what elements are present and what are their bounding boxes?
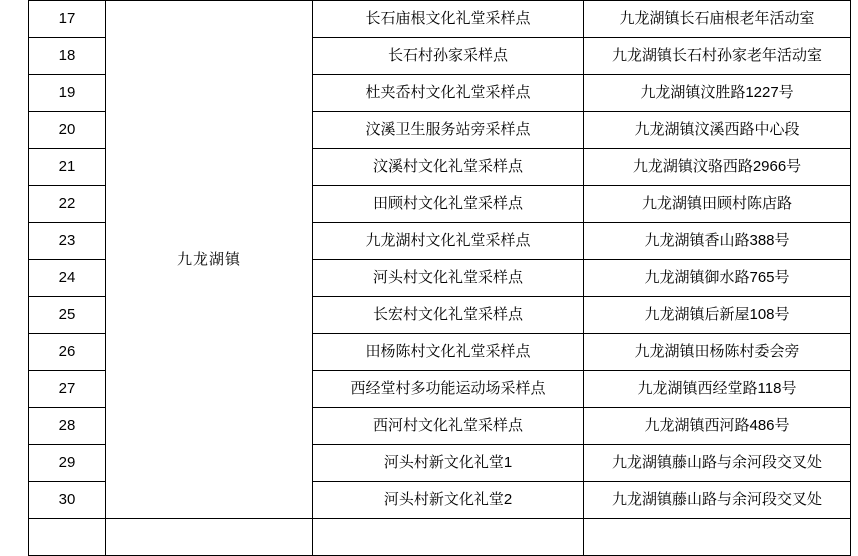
site-name: 西经堂村多功能运动场采样点: [313, 371, 584, 408]
site-address: 九龙湖镇汶溪西路中心段: [584, 112, 851, 149]
row-index: 25: [29, 297, 106, 334]
site-name: 河头村新文化礼堂1: [313, 445, 584, 482]
row-index: 28: [29, 408, 106, 445]
site-address: 九龙湖镇汶胜路1227号: [584, 75, 851, 112]
site-name: 田杨陈村文化礼堂采样点: [313, 334, 584, 371]
row-index: 27: [29, 371, 106, 408]
site-address: 九龙湖镇后新屋108号: [584, 297, 851, 334]
site-name: 长石村孙家采样点: [313, 38, 584, 75]
site-name: 汶溪村文化礼堂采样点: [313, 149, 584, 186]
row-index: 22: [29, 186, 106, 223]
row-index: 23: [29, 223, 106, 260]
site-address: [584, 519, 851, 556]
site-name: 九龙湖村文化礼堂采样点: [313, 223, 584, 260]
sampling-sites-table: [28, 0, 851, 556]
site-address: 九龙湖镇长石村孙家老年活动室: [584, 38, 851, 75]
site-address: 九龙湖镇长石庙根老年活动室: [584, 1, 851, 38]
table-row-partial: [29, 519, 851, 556]
row-index: 21: [29, 149, 106, 186]
site-address: 九龙湖镇御水路765号: [584, 260, 851, 297]
site-address: 九龙湖镇西河路486号: [584, 408, 851, 445]
site-address: 九龙湖镇藤山路与余河段交叉处: [584, 482, 851, 519]
row-index: 24: [29, 260, 106, 297]
site-name: 长宏村文化礼堂采样点: [313, 297, 584, 334]
row-index: 30: [29, 482, 106, 519]
table-body: [29, 1, 851, 556]
site-name: 河头村新文化礼堂2: [313, 482, 584, 519]
row-index: 26: [29, 334, 106, 371]
site-name: 田顾村文化礼堂采样点: [313, 186, 584, 223]
site-address: 九龙湖镇田顾村陈店路: [584, 186, 851, 223]
row-index: 17: [29, 1, 106, 38]
row-index: 18: [29, 38, 106, 75]
site-address: 九龙湖镇汶骆西路2966号: [584, 149, 851, 186]
site-address: 九龙湖镇田杨陈村委会旁: [584, 334, 851, 371]
site-address: 九龙湖镇藤山路与余河段交叉处: [584, 445, 851, 482]
site-address: 九龙湖镇香山路388号: [584, 223, 851, 260]
row-index: [29, 519, 106, 556]
site-name: 河头村文化礼堂采样点: [313, 260, 584, 297]
town-cell: [106, 519, 313, 556]
row-index: 20: [29, 112, 106, 149]
town-cell: [106, 1, 313, 519]
row-index: 29: [29, 445, 106, 482]
row-index: 19: [29, 75, 106, 112]
town-label: 九龙湖镇: [176, 250, 241, 268]
table-row: [29, 1, 851, 38]
site-name: 汶溪卫生服务站旁采样点: [313, 112, 584, 149]
site-address: 九龙湖镇西经堂路118号: [584, 371, 851, 408]
site-name: 杜夹岙村文化礼堂采样点: [313, 75, 584, 112]
site-name: [313, 519, 584, 556]
site-name: 长石庙根文化礼堂采样点: [313, 1, 584, 38]
site-name: 西河村文化礼堂采样点: [313, 408, 584, 445]
